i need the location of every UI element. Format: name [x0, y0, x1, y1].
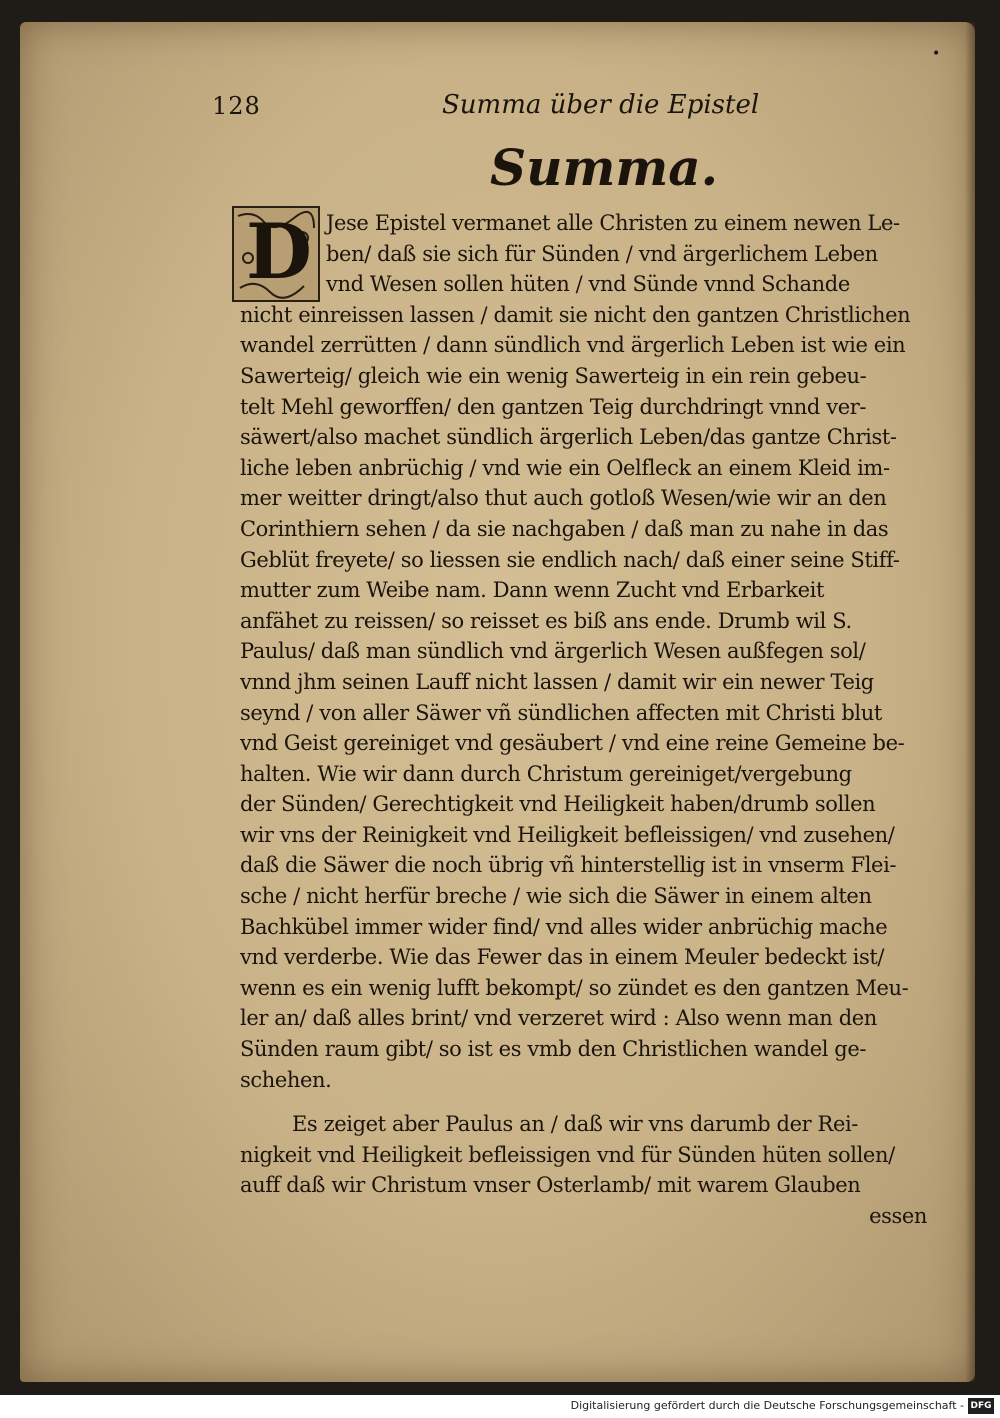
- text-line: ben/ daß sie sich für Sünden / vnd ärgerlichem Leben: [326, 241, 878, 266]
- text-line: vnd Wesen sollen hüten / vnd Sünde vnnd Schande: [326, 272, 850, 297]
- text-line: Sawerteig/ gleich wie ein wenig Sawerteig in ein rein gebeu-: [240, 363, 867, 388]
- text-line: wenn es ein wenig lufft bekompt/ so zündet es den gantzen Meu-: [240, 975, 909, 1000]
- text-line: ler an/ daß alles brint/ vnd verzeret wird : Also wenn man den: [240, 1006, 877, 1031]
- text-line: der Sünden/ Gerechtigkeit vnd Heiligkeit haben/drumb sollen: [240, 792, 876, 817]
- text-line: Jese Epistel vermanet alle Christen zu einem newen Le-: [326, 211, 900, 235]
- text-line: Es zeiget aber Paulus an / daß wir vns darumb der Rei-: [292, 1112, 858, 1137]
- margin-mark: •: [932, 46, 941, 62]
- text-line: säwert/also machet sündlich ärgerlich Leben/das gantze Christ-: [240, 425, 897, 450]
- text-line: mer weitter dringt/also thut auch gotloß Wesen/wie wir an den: [240, 486, 887, 511]
- text-line: liche leben anbrüchig / vnd wie ein Oelfleck an einem Kleid im-: [240, 455, 890, 480]
- text-line: Paulus/ daß man sündlich vnd ärgerlich Wesen außfegen sol/: [240, 639, 866, 664]
- text-line: Sünden raum gibt/ so ist es vmb den Christlichen wandel ge-: [240, 1037, 867, 1062]
- text-line: auff daß wir Christum vnser Osterlamb/ mit warem Glauben: [240, 1173, 861, 1198]
- initial-letter: D: [246, 207, 312, 296]
- section-heading: Summa.: [490, 138, 719, 197]
- text-line: Bachkübel immer wider find/ vnd alles wider anbrüchig mache: [240, 914, 888, 939]
- text-line: mutter zum Weibe nam. Dann wenn Zucht vnd Erbarkeit: [240, 578, 825, 603]
- text-line: anfähet zu reissen/ so reisset es biß ans ende. Drumb wil S.: [240, 608, 852, 633]
- text-line: vnnd jhm seinen Lauff nicht lassen / damit wir ein newer Teig: [240, 669, 874, 694]
- text-line: wir vns der Reinigkeit vnd Heiligkeit befleissigen/ vnd zusehen/: [240, 822, 895, 847]
- text-line: Corinthiern sehen / da sie nachgaben / daß man zu nahe in das: [240, 516, 889, 541]
- dfg-logo-icon: DFG: [968, 1398, 994, 1414]
- text-line: vnd verderbe. Wie das Fewer das in einem Meuler bedeckt ist/: [240, 945, 885, 970]
- text-line: halten. Wie wir dann durch Christum gereiniget/vergebung: [240, 761, 852, 786]
- page-edge-shadow: [965, 22, 975, 1382]
- running-title: Summa über die Epistel: [442, 90, 760, 120]
- text-line: vnd Geist gereiniget vnd gesäubert / vnd eine reine Gemeine be-: [240, 731, 905, 756]
- paragraph-gap: [240, 1095, 935, 1109]
- text-line: nicht einreissen lassen / damit sie nicht den gantzen Christlichen: [240, 302, 911, 327]
- catchword: essen: [869, 1204, 927, 1228]
- funding-credit: Digitalisierung gefördert durch die Deutsche Forschungsgemeinschaft -: [570, 1399, 964, 1412]
- text-line: Geblüt freyete/ so liessen sie endlich nach/ daß einer seine Stiff-: [240, 547, 900, 572]
- text-line: nigkeit vnd Heiligkeit befleissigen vnd für Sünden hüten sollen/: [240, 1142, 895, 1167]
- body-text: [240, 208, 935, 1232]
- footer-bar: [0, 1395, 1000, 1418]
- page-header: [212, 84, 932, 124]
- text-line: telt Mehl geworffen/ den gantzen Teig durchdringt vnnd ver-: [240, 394, 867, 419]
- text-line: sche / nicht herfür breche / wie sich die Säwer in einem alten: [240, 884, 872, 909]
- text-line: seynd / von aller Säwer vñ sündlichen affecten mit Christi blut: [240, 700, 882, 725]
- text-line: schehen.: [240, 1067, 332, 1092]
- text-line: wandel zerrütten / dann sündlich vnd ärgerlich Leben ist wie ein: [240, 333, 906, 358]
- text-line: daß die Säwer die noch übrig vñ hinterstellig ist in vnserm Flei-: [240, 853, 897, 878]
- page-number: 128: [212, 92, 261, 120]
